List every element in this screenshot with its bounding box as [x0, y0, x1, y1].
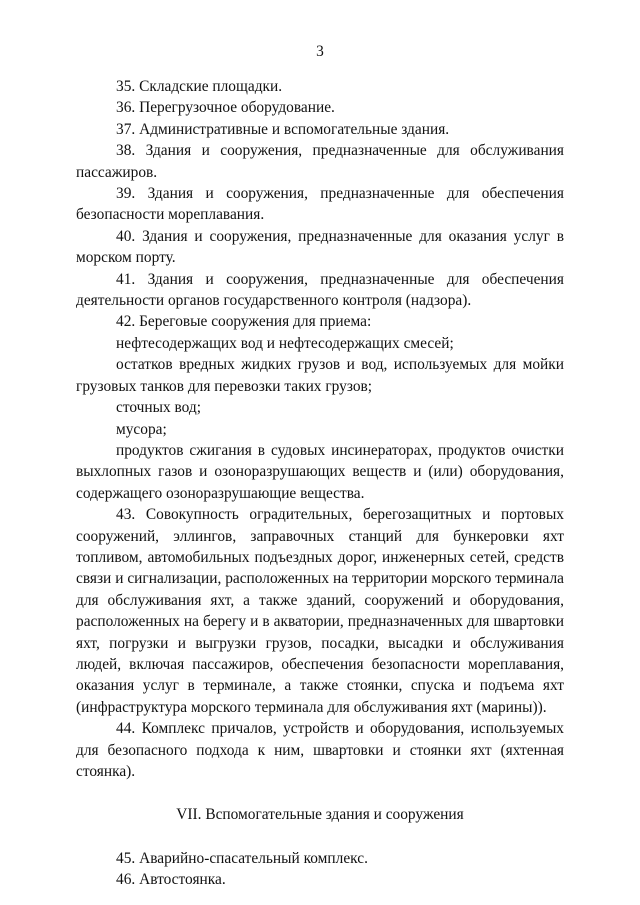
list-item: 37. Административные и вспомогательные здания. — [116, 120, 450, 138]
list-item: 39. Здания и сооружения, предназначенные для обеспечения безопасности мореплавания. — [76, 185, 564, 224]
list-item: 45. Аварийно-спасательный комплекс. — [116, 849, 368, 867]
list-item: 42. Береговые сооружения для приема: — [116, 313, 372, 331]
list-item: мусора; — [116, 420, 167, 438]
list-item: остатков вредных жидких грузов и вод, используемых для мойки грузовых танков для перевозки таких грузов; — [76, 356, 564, 395]
list-item: 36. Перегрузочное оборудование. — [116, 99, 335, 117]
list-item: 40. Здания и сооружения, предназначенные для оказания услуг в морском порту. — [76, 227, 564, 267]
list-item: 44. Комплекс причалов, устройств и оборудования, используемых для безопасного подхода к ним, швартовки и стоянки яхт (яхтенная стоянка). — [76, 720, 564, 780]
document-body — [76, 76, 564, 891]
list-item: продуктов сжигания в судовых инсинераторах, продуктов очистки выхлопных газов и озоноразрушающих веществ и (или) оборудования, содержащего озоноразрушающие вещества. — [76, 441, 564, 502]
list-item: 41. Здания и сооружения, предназначенные для обеспечения деятельности органов государственного контроля (надзора). — [76, 270, 564, 310]
section-heading: VII. Вспомогательные здания и сооружения — [176, 806, 464, 824]
list-item: сточных вод; — [116, 399, 202, 417]
list-item: 43. Совокупность оградительных, берегозащитных и портовых сооружений, эллингов, заправочных станций для бункеровки яхт топливом, автомобильных подъездных дорог, инженерных сетей, средств связи и сигнализации, расположенных на территории морского терминала для обслуживания яхт, а также зданий, сооружений и оборудования, расположенных на берегу и в акватории, предназначенных для швартовки яхт, погрузки и выгрузки грузов, посадки, высадки и обслуживания людей, включая пассажиров, обеспечения безопасности мореплавания, оказания услуг в терминале, а также стоянки, спуска и подъема яхт (инфраструктура морского терминала для обслуживания яхт (марины)). — [76, 506, 564, 716]
list-item: 35. Складские площадки. — [116, 78, 283, 95]
list-item: 46. Автостоянка. — [116, 871, 226, 889]
list-item: нефтесодержащих вод и нефтесодержащих смесей; — [116, 334, 454, 352]
list-item: 38. Здания и сооружения, предназначенные для обслуживания пассажиров. — [76, 142, 564, 181]
page-number: 3 — [316, 43, 324, 60]
